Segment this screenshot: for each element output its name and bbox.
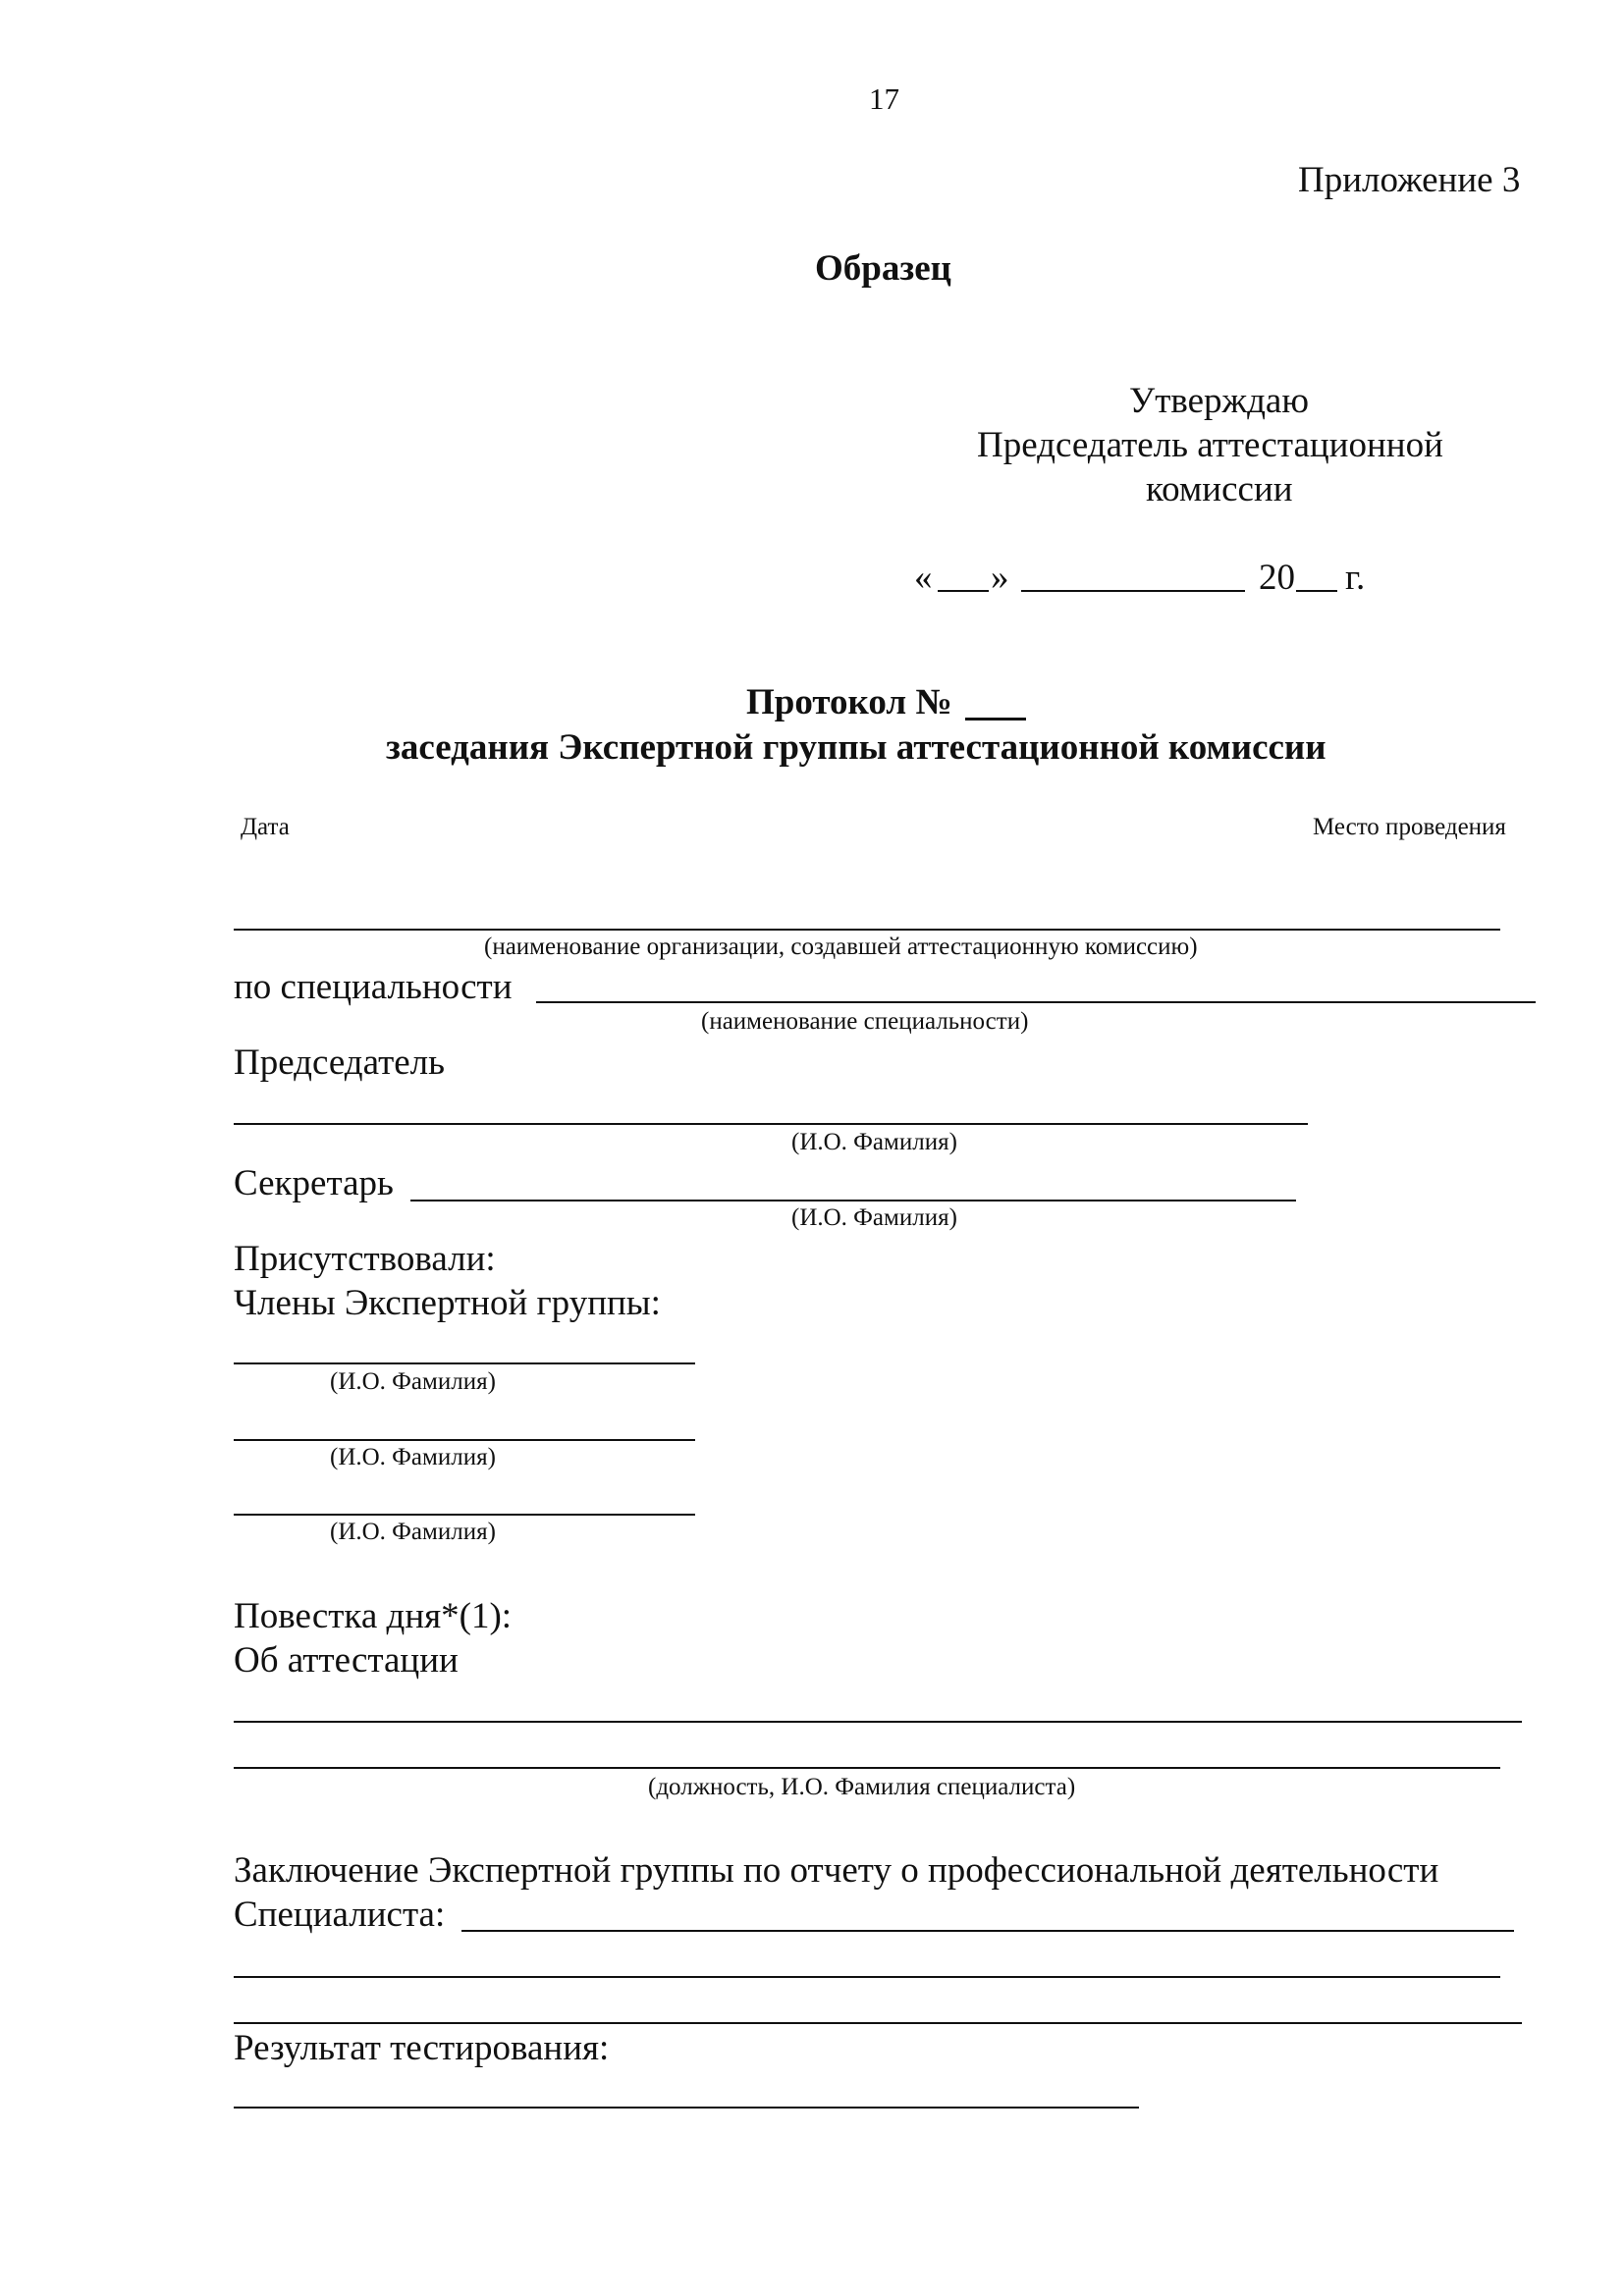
agenda-label: Повестка дня*(1): — [234, 1596, 513, 1636]
protocol-number-blank — [965, 718, 1026, 721]
secretary-line — [410, 1200, 1296, 1201]
chairman-label: Председатель — [234, 1042, 446, 1083]
conclusion-line-1: Заключение Экспертной группы по отчету о профессиональной деятельности — [234, 1850, 1439, 1891]
member-3-caption: (И.О. Фамилия) — [330, 1519, 496, 1545]
conclusion-blank-1 — [461, 1930, 1514, 1932]
member-2-line — [234, 1439, 695, 1441]
specialty-caption: (наименование специальности) — [701, 1008, 1029, 1035]
approval-line-3: комиссии — [1146, 469, 1293, 509]
specialty-label: по специальности — [234, 967, 513, 1007]
result-label: Результат тестирования: — [234, 2028, 610, 2068]
members-label: Члены Экспертной группы: — [234, 1283, 661, 1323]
member-1-caption: (И.О. Фамилия) — [330, 1368, 496, 1395]
attestation-line-1 — [234, 1721, 1522, 1723]
date-quote-open: « — [914, 558, 933, 598]
sample-label: Образец — [815, 248, 951, 289]
date-month-blank — [1021, 590, 1245, 592]
date-year-suffix: г. — [1345, 558, 1366, 598]
result-line — [234, 2107, 1139, 2109]
organization-caption: (наименование организации, создавшей аттестационную комиссию) — [484, 934, 1198, 960]
specialist-caption: (должность, И.О. Фамилия специалиста) — [648, 1774, 1076, 1800]
date-quote-close: » — [991, 558, 1009, 598]
present-label: Присутствовали: — [234, 1239, 496, 1279]
protocol-title: Протокол № — [746, 682, 952, 722]
member-2-caption: (И.О. Фамилия) — [330, 1444, 496, 1470]
member-1-line — [234, 1362, 695, 1364]
chairman-name-caption: (И.О. Фамилия) — [791, 1129, 957, 1155]
place-label: Место проведения — [1313, 814, 1506, 840]
secretary-label: Секретарь — [234, 1163, 394, 1203]
specialty-line — [536, 1001, 1536, 1003]
page-number: 17 — [869, 81, 899, 116]
protocol-subtitle: заседания Экспертной группы аттестационной комиссии — [386, 727, 1326, 768]
organization-line — [234, 929, 1500, 931]
member-3-line — [234, 1514, 695, 1516]
approval-line-2: Председатель аттестационной — [977, 425, 1443, 465]
chairman-line — [234, 1123, 1308, 1125]
approval-line-1: Утверждаю — [1129, 381, 1309, 421]
conclusion-blank-3 — [234, 2022, 1522, 2024]
date-day-blank — [938, 590, 989, 592]
attestation-label: Об аттестации — [234, 1640, 459, 1681]
attestation-line-2 — [234, 1767, 1500, 1769]
date-year-prefix: 20 — [1259, 558, 1295, 598]
secretary-name-caption: (И.О. Фамилия) — [791, 1204, 957, 1231]
date-label: Дата — [241, 814, 290, 840]
conclusion-blank-2 — [234, 1976, 1500, 1978]
appendix-label: Приложение 3 — [1298, 160, 1521, 200]
conclusion-line-2: Специалиста: — [234, 1895, 446, 1935]
date-year-blank — [1296, 590, 1337, 592]
